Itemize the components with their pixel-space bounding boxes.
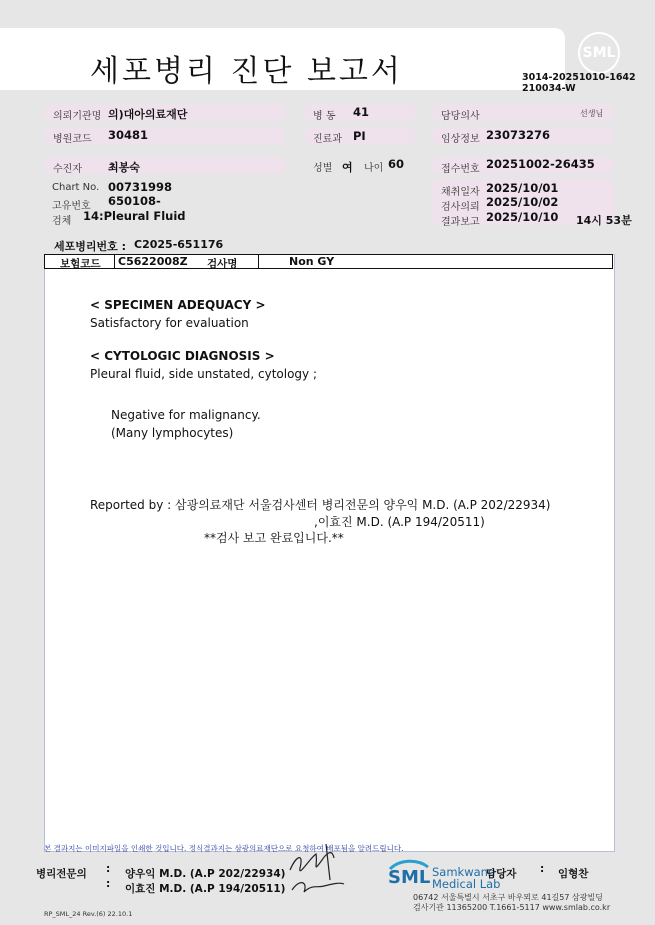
report-complete: **검사 보고 완료입니다.** [204,531,344,545]
ward-label: 병 동 [313,111,336,122]
insurance-bar-divider [114,255,115,268]
colon: : [540,863,545,875]
institution-label: 의뢰기관명 [53,111,102,122]
request-date-label: 검사의뢰 [441,202,480,213]
reported-by: Reported by : 삼광의료재단 서울검사센터 병리전문의 양우익 M.D. (A.P 202/22934) [90,498,551,512]
lab-logo-text: SML [388,867,431,888]
lab-address-line1: 06742 서울특별시 서초구 바우뫼로 41길57 삼광빌딩 [413,893,603,902]
lab-logo [386,859,430,889]
id-no-value: 650108- [108,194,161,208]
diagnosis-heading: < CYTOLOGIC DIAGNOSIS > [90,349,275,363]
receipt-label: 접수번호 [441,164,480,175]
doctor-suffix: 선생님 [580,109,604,118]
manager-label: 담당자 [486,868,517,880]
hospital-code-value: 30481 [108,128,149,142]
finding-line-2: (Many lymphocytes) [111,426,234,440]
pathologist-1: 양우익 M.D. (A.P 202/22934) [125,868,286,880]
lab-name-line2: Medical Lab [432,877,501,891]
report-body [44,254,615,852]
collect-date-label: 채취일자 [441,187,480,198]
insurance-bar-divider [258,255,259,268]
test-name-label: 검사명 [207,258,238,270]
result-date-value: 2025/10/10 [486,210,559,224]
patient-value: 최봉숙 [108,161,140,174]
test-name-value: Non GY [289,255,335,268]
clinical-label: 임상정보 [441,134,480,145]
dept-value: PI [353,129,366,143]
page-title: 세포병리 진단 보고서 [90,54,403,89]
result-time-value: 14시 53분 [576,214,632,227]
document-number-line1: 3014-20251010-1642 [522,72,636,83]
colon: : [106,863,111,875]
signature-icon [282,838,354,896]
manager-value: 임형찬 [558,868,589,880]
ward-value: 41 [353,105,370,119]
hospital-code-label: 병원코드 [53,134,92,145]
specimen-label: 검체 [52,216,72,227]
reported-by-second: ,이효진 M.D. (A.P 194/20511) [314,515,485,529]
request-date-value: 2025/10/02 [486,195,559,209]
specimen-value: 14:Pleural Fluid [83,209,186,223]
insurance-code-label: 보험코드 [60,258,101,270]
age-label: 나이 [364,163,384,174]
institution-value: 의)대아의료재단 [108,108,188,121]
document-number-line2: 210034-W [522,83,576,94]
print-notice: 본 결과지는 이미지파일을 인쇄한 것입니다. 정식결과지는 삼광의료재단으로 요청하여 배포됨을 알려드립니다. [44,844,404,853]
patient-label: 수진자 [53,164,82,175]
pathologist-label: 병리전문의 [36,868,87,880]
collect-date-value: 2025/10/01 [486,181,559,195]
adequacy-heading: < SPECIMEN ADEQUACY > [90,298,266,312]
dept-label: 진료과 [313,134,342,145]
finding-line-1: Negative for malignancy. [111,408,261,422]
age-value: 60 [388,157,405,171]
lab-address [413,893,610,913]
sml-logo-icon: SML [578,32,620,74]
id-no-label: 고유번호 [52,201,91,212]
result-date-label: 결과보고 [441,217,480,228]
insurance-code-value: C5622008Z [118,255,188,268]
adequacy-text: Satisfactory for evaluation [90,316,249,330]
chart-no-value: 00731998 [108,180,173,194]
cytology-no-label: 세포병리번호 : [54,240,126,253]
receipt-value: 20251002-26435 [486,157,595,171]
clinical-value: 23073276 [486,128,551,142]
cytology-no-value: C2025-651176 [134,238,224,251]
lab-name-line1: Samkwang [432,865,496,879]
sex-label: 성별 [313,163,333,174]
sex-value: 여 [342,161,353,174]
form-code: RP_SML_24 Rev.(6) 22.10.1 [44,910,133,918]
diagnosis-text: Pleural fluid, side unstated, cytology ; [90,367,317,381]
doctor-label: 담당의사 [441,111,480,122]
lab-address-line2: 검사기관 11365200 T.1661-5117 www.smlab.co.kr [413,903,611,912]
chart-no-label: Chart No. [52,182,100,193]
pathologist-2: 이효진 M.D. (A.P 194/20511) [125,883,286,895]
document-number [522,72,636,94]
colon: : [106,878,111,890]
